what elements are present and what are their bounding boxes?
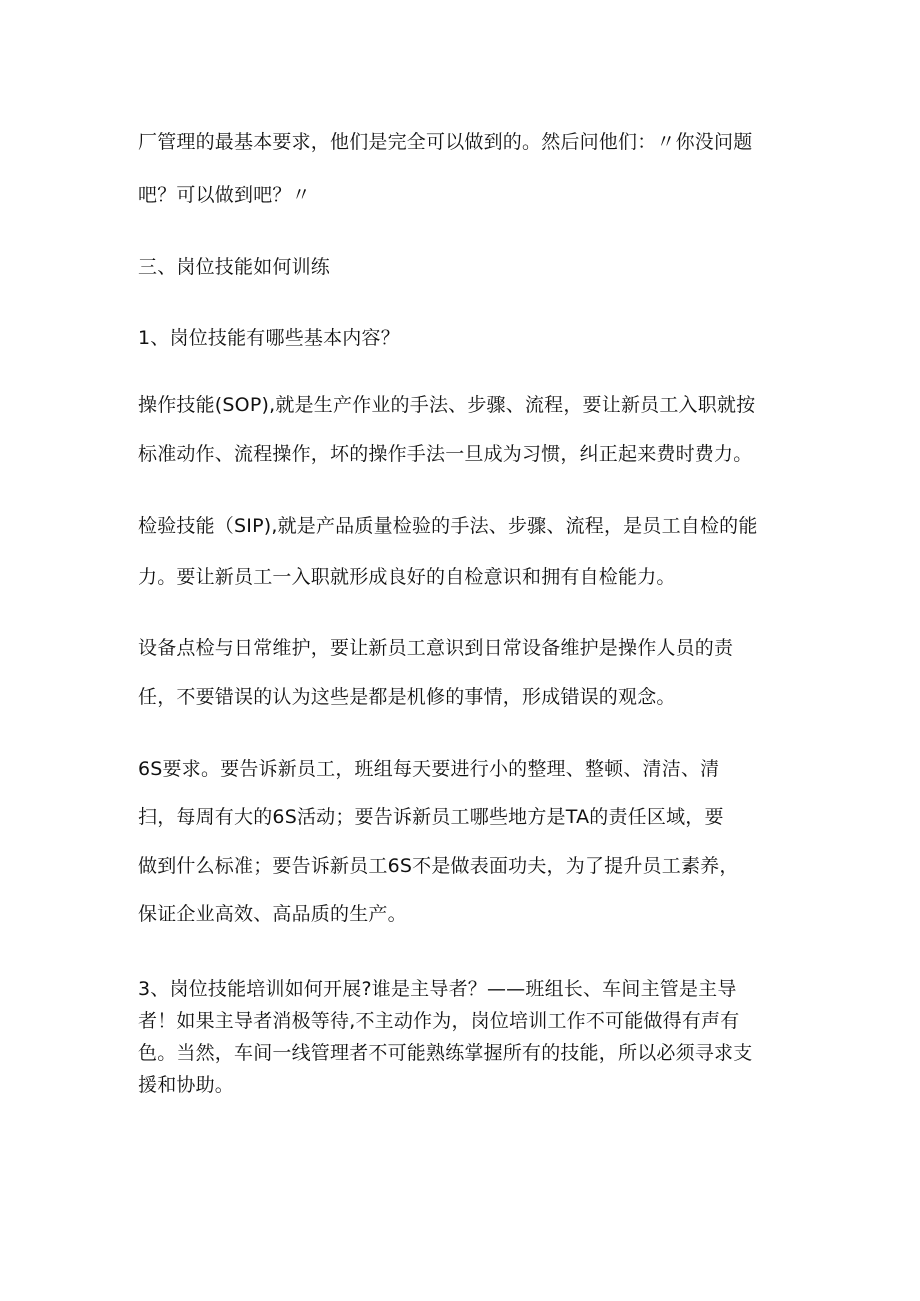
paragraph-line: 做到什么标准；要告诉新员工6S不是做表面功夫，为了提升员工素养， bbox=[138, 855, 739, 877]
paragraph-line: 设备点检与日常维护，要让新员工意识到日常设备维护是操作人员的责 bbox=[138, 637, 734, 659]
paragraph-line: 保证企业高效、高品质的生产。 bbox=[138, 903, 407, 925]
paragraph-line: 操作技能(SOP),就是生产作业的手法、步骤、流程，要让新员工入职就按 bbox=[138, 394, 756, 416]
paragraph-line: 扫，每周有大的6S活动；要告诉新员工哪些地方是TA的责任区域，要 bbox=[138, 806, 724, 828]
paragraph-line: 标准动作、流程操作，坏的操作手法一旦成为习惯，纠正起来费时费力。 bbox=[138, 443, 753, 465]
paragraph-line: 厂管理的最基本要求，他们是完全可以做到的。然后问他们：〃你没问题 bbox=[138, 131, 753, 153]
section-heading: 三、岗位技能如何训练 bbox=[138, 256, 331, 278]
paragraph-line: 力。要让新员工一入职就形成良好的自检意识和拥有自检能力。 bbox=[138, 566, 676, 588]
subsection-heading: 1、岗位技能有哪些基本内容？ bbox=[138, 327, 400, 349]
paragraph-line: 检验技能（SIP),就是产品质量检验的手法、步骤、流程，是员工自检的能 bbox=[138, 515, 758, 537]
paragraph-line: 6S要求。要告诉新员工，班组每天要进行小的整理、整顿、清洁、清 bbox=[138, 758, 720, 780]
paragraph-line: 3、岗位技能培训如何开展?谁是主导者？——班组长、车间主管是主导 bbox=[138, 978, 737, 1000]
paragraph-line: 色。当然，车间一线管理者不可能熟练掌握所有的技能，所以必须寻求支 bbox=[138, 1042, 753, 1064]
paragraph-line: 任，不要错误的认为这些是都是机修的事情，形成错误的观念。 bbox=[138, 686, 676, 708]
paragraph-line: 吧？可以做到吧？〃 bbox=[138, 184, 311, 206]
paragraph-line: 援和协助。 bbox=[138, 1074, 235, 1096]
paragraph-line: 者！如果主导者消极等待,不主动作为，岗位培训工作不可能做得有声有 bbox=[138, 1010, 740, 1032]
